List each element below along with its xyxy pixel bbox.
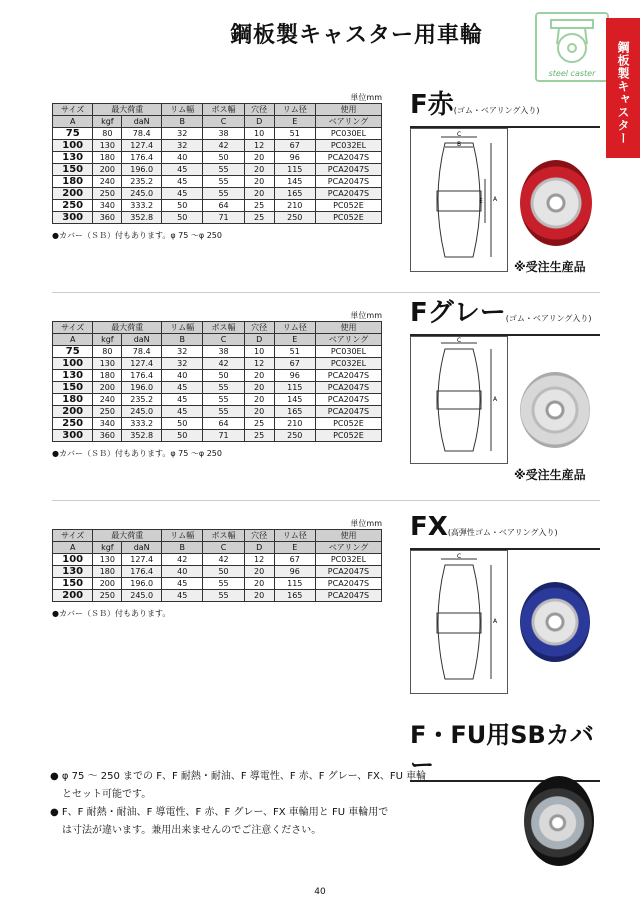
table-cell: 12 bbox=[244, 358, 274, 370]
table-cell: 130 bbox=[93, 554, 122, 566]
caster-icon bbox=[537, 14, 607, 68]
section-f-gray bbox=[52, 310, 382, 459]
sub-col: C bbox=[203, 334, 244, 346]
table-cell: 245.0 bbox=[122, 590, 162, 602]
table-cell: 40 bbox=[162, 152, 203, 164]
table-cell: 38 bbox=[203, 128, 244, 140]
table-cell: 42 bbox=[203, 140, 244, 152]
section-subtitle: (ゴム・ベアリング入り) bbox=[453, 106, 540, 115]
sub-col: daN bbox=[122, 116, 162, 128]
table-cell: 196.0 bbox=[122, 578, 162, 590]
table-cell: 64 bbox=[203, 200, 244, 212]
table-cell: 32 bbox=[162, 346, 203, 358]
table-cell: 127.4 bbox=[122, 358, 162, 370]
col-size: サイズ bbox=[53, 322, 93, 334]
logo-text: steel caster bbox=[548, 69, 596, 78]
bullet-text: とセット可能です。 bbox=[62, 789, 152, 800]
dim-label: C bbox=[457, 553, 462, 560]
table-row bbox=[53, 566, 382, 578]
size-cell: 150 bbox=[53, 578, 93, 590]
table-cell: 196.0 bbox=[122, 164, 162, 176]
table-cell: PCA2047S bbox=[315, 406, 381, 418]
table-cell: 145 bbox=[274, 176, 315, 188]
sub-col: E bbox=[274, 116, 315, 128]
table-cell: 180 bbox=[93, 370, 122, 382]
table-cell: 333.2 bbox=[122, 418, 162, 430]
table-cell: 42 bbox=[203, 554, 244, 566]
spec-table-f-gray bbox=[52, 321, 382, 442]
table-cell: 200 bbox=[93, 578, 122, 590]
sub-col: C bbox=[203, 542, 244, 554]
size-cell: 100 bbox=[53, 358, 93, 370]
table-cell: 25 bbox=[244, 418, 274, 430]
table-cell: 25 bbox=[244, 212, 274, 224]
table-cell: PCA2047S bbox=[315, 370, 381, 382]
table-cell: 45 bbox=[162, 164, 203, 176]
dimension-drawing bbox=[410, 128, 508, 272]
size-cell: 150 bbox=[53, 164, 93, 176]
wheel-section-drawing bbox=[411, 337, 507, 463]
table-cell: 50 bbox=[203, 566, 244, 578]
table-cell: PCA2047S bbox=[315, 188, 381, 200]
section-title: F赤 bbox=[410, 90, 454, 120]
red-wheel-image bbox=[520, 160, 592, 246]
table-row bbox=[53, 128, 382, 140]
table-cell: 210 bbox=[274, 418, 315, 430]
sub-col: A bbox=[53, 542, 93, 554]
table-row bbox=[53, 430, 382, 442]
bullet-text: ● F、F 耐熱・耐油、F 導電性、F 赤、F グレー、FX 車輪用と FU 車輪用で bbox=[50, 807, 389, 818]
sub-col: daN bbox=[122, 334, 162, 346]
section-f-red-header bbox=[410, 90, 600, 128]
table-cell: 352.8 bbox=[122, 430, 162, 442]
section-fx bbox=[52, 518, 382, 619]
table-cell: 12 bbox=[244, 140, 274, 152]
table-cell: PC052E bbox=[315, 430, 381, 442]
table-cell: 12 bbox=[244, 554, 274, 566]
table-cell: 32 bbox=[162, 128, 203, 140]
section-title: F・FU用SBカバー bbox=[410, 721, 594, 779]
table-cell: 20 bbox=[244, 176, 274, 188]
section-subtitle: (ゴム・ベアリング入り) bbox=[505, 314, 592, 323]
table-cell: 42 bbox=[203, 358, 244, 370]
table-cell: 340 bbox=[93, 418, 122, 430]
table-row bbox=[53, 370, 382, 382]
col-use: 使用 bbox=[315, 104, 381, 116]
table-cell: 245.0 bbox=[122, 406, 162, 418]
sub-col: kgf bbox=[93, 116, 122, 128]
size-cell: 200 bbox=[53, 188, 93, 200]
table-cell: 200 bbox=[93, 382, 122, 394]
table-cell: 45 bbox=[162, 578, 203, 590]
sub-col: B bbox=[162, 334, 203, 346]
dimension-drawing bbox=[410, 336, 508, 464]
dimension-drawing bbox=[410, 550, 508, 694]
wheel-section-drawing bbox=[411, 129, 507, 271]
table-cell: 250 bbox=[274, 430, 315, 442]
page-title: 鋼板製キャスター用車輪 bbox=[230, 23, 484, 48]
order-note: ※受注生産品 bbox=[514, 468, 586, 482]
table-cell: 115 bbox=[274, 382, 315, 394]
steel-caster-logo bbox=[535, 12, 609, 82]
table-cell: 55 bbox=[203, 590, 244, 602]
table-cell: 20 bbox=[244, 188, 274, 200]
dim-label: E bbox=[479, 198, 483, 205]
table-cell: 250 bbox=[93, 590, 122, 602]
table-row bbox=[53, 406, 382, 418]
sub-col: kgf bbox=[93, 542, 122, 554]
size-cell: 130 bbox=[53, 370, 93, 382]
table-cell: 42 bbox=[162, 554, 203, 566]
table-cell: 67 bbox=[274, 140, 315, 152]
col-rim-diameter: リム径 bbox=[274, 104, 315, 116]
unit-label: 単位mm bbox=[350, 93, 382, 102]
table-cell: 25 bbox=[244, 430, 274, 442]
table-cell: 20 bbox=[244, 370, 274, 382]
table-row bbox=[53, 418, 382, 430]
table-cell: PC032EL bbox=[315, 140, 381, 152]
table-cell: 50 bbox=[162, 200, 203, 212]
table-cell: 180 bbox=[93, 566, 122, 578]
blue-wheel-image bbox=[520, 582, 590, 662]
table-cell: 67 bbox=[274, 358, 315, 370]
table-cell: 25 bbox=[244, 200, 274, 212]
table-row bbox=[53, 578, 382, 590]
table-cell: 10 bbox=[244, 346, 274, 358]
table-cell: 50 bbox=[162, 418, 203, 430]
sub-col: ベアリング bbox=[315, 334, 381, 346]
col-max-load: 最大荷重 bbox=[93, 322, 162, 334]
sub-col: C bbox=[203, 116, 244, 128]
col-size: サイズ bbox=[53, 104, 93, 116]
table-cell: 40 bbox=[162, 566, 203, 578]
table-cell: 67 bbox=[274, 554, 315, 566]
table-row bbox=[53, 212, 382, 224]
table-cell: 78.4 bbox=[122, 128, 162, 140]
table-cell: 20 bbox=[244, 406, 274, 418]
col-max-load: 最大荷重 bbox=[93, 104, 162, 116]
table-cell: 55 bbox=[203, 164, 244, 176]
sub-col: E bbox=[274, 542, 315, 554]
table-cell: 250 bbox=[274, 212, 315, 224]
size-cell: 150 bbox=[53, 382, 93, 394]
side-category-tab[interactable] bbox=[606, 18, 640, 158]
table-cell: PC052E bbox=[315, 418, 381, 430]
table-cell: 51 bbox=[274, 128, 315, 140]
table-cell: 176.4 bbox=[122, 370, 162, 382]
table-cell: 115 bbox=[274, 578, 315, 590]
dim-label: A bbox=[493, 396, 498, 403]
bullet-text: ● φ 75 〜 250 までの F、F 耐熱・耐油、F 導電性、F 赤、F グレー、FX、FU 車輪 bbox=[50, 771, 427, 782]
table-cell: PCA2047S bbox=[315, 152, 381, 164]
col-rim-width: リム幅 bbox=[162, 530, 203, 542]
bullet-text: は寸法が違います。兼用出来ませんのでご注意ください。 bbox=[62, 825, 322, 836]
size-cell: 100 bbox=[53, 140, 93, 152]
table-cell: PC052E bbox=[315, 212, 381, 224]
table-cell: 20 bbox=[244, 164, 274, 176]
sub-col: ベアリング bbox=[315, 542, 381, 554]
table-cell: 71 bbox=[203, 430, 244, 442]
table-cell: 55 bbox=[203, 406, 244, 418]
col-boss-width: ボス幅 bbox=[203, 530, 244, 542]
col-size: サイズ bbox=[53, 530, 93, 542]
col-hole: 穴径 bbox=[244, 104, 274, 116]
table-cell: 45 bbox=[162, 590, 203, 602]
section-title: Fグレー bbox=[410, 298, 506, 328]
section-f-red bbox=[52, 92, 382, 241]
cover-description bbox=[50, 768, 510, 840]
table-cell: 40 bbox=[162, 370, 203, 382]
table-cell: 80 bbox=[93, 128, 122, 140]
table-cell: 176.4 bbox=[122, 566, 162, 578]
table-cell: 50 bbox=[162, 212, 203, 224]
table-cell: 127.4 bbox=[122, 554, 162, 566]
table-cell: 55 bbox=[203, 188, 244, 200]
table-cell: 55 bbox=[203, 578, 244, 590]
table-cell: 352.8 bbox=[122, 212, 162, 224]
cover-note: ●カバー（ＳＢ）付もあります。 bbox=[52, 609, 171, 618]
size-cell: 75 bbox=[53, 346, 93, 358]
table-cell: 115 bbox=[274, 164, 315, 176]
table-row bbox=[53, 346, 382, 358]
dim-label: A bbox=[493, 618, 498, 625]
sub-col: daN bbox=[122, 542, 162, 554]
section-divider bbox=[52, 500, 600, 501]
table-cell: 196.0 bbox=[122, 382, 162, 394]
table-cell: 78.4 bbox=[122, 346, 162, 358]
table-cell: 50 bbox=[203, 370, 244, 382]
table-cell: 145 bbox=[274, 394, 315, 406]
table-cell: 20 bbox=[244, 382, 274, 394]
sub-col: A bbox=[53, 334, 93, 346]
table-cell: 127.4 bbox=[122, 140, 162, 152]
table-cell: 96 bbox=[274, 566, 315, 578]
table-cell: PC032EL bbox=[315, 554, 381, 566]
size-cell: 100 bbox=[53, 554, 93, 566]
size-cell: 180 bbox=[53, 176, 93, 188]
table-row bbox=[53, 188, 382, 200]
table-cell: PCA2047S bbox=[315, 578, 381, 590]
table-cell: 165 bbox=[274, 406, 315, 418]
table-cell: 45 bbox=[162, 406, 203, 418]
table-cell: 240 bbox=[93, 394, 122, 406]
table-cell: 50 bbox=[162, 430, 203, 442]
table-cell: 240 bbox=[93, 176, 122, 188]
table-cell: 360 bbox=[93, 430, 122, 442]
unit-label: 単位mm bbox=[350, 519, 382, 528]
col-use: 使用 bbox=[315, 530, 381, 542]
table-cell: 64 bbox=[203, 418, 244, 430]
col-rim-width: リム幅 bbox=[162, 104, 203, 116]
sub-col: D bbox=[244, 334, 274, 346]
size-cell: 130 bbox=[53, 566, 93, 578]
table-row bbox=[53, 140, 382, 152]
table-cell: PCA2047S bbox=[315, 164, 381, 176]
table-cell: 180 bbox=[93, 152, 122, 164]
table-cell: 340 bbox=[93, 200, 122, 212]
table-row bbox=[53, 394, 382, 406]
col-use: 使用 bbox=[315, 322, 381, 334]
table-cell: PCA2047S bbox=[315, 566, 381, 578]
table-cell: 210 bbox=[274, 200, 315, 212]
table-row bbox=[53, 382, 382, 394]
size-cell: 200 bbox=[53, 590, 93, 602]
table-cell: 176.4 bbox=[122, 152, 162, 164]
table-cell: 45 bbox=[162, 176, 203, 188]
table-cell: 96 bbox=[274, 152, 315, 164]
gray-wheel-image bbox=[520, 372, 590, 448]
table-cell: 45 bbox=[162, 382, 203, 394]
table-row bbox=[53, 554, 382, 566]
table-cell: 32 bbox=[162, 358, 203, 370]
table-cell: 51 bbox=[274, 346, 315, 358]
table-row bbox=[53, 176, 382, 188]
table-cell: 245.0 bbox=[122, 188, 162, 200]
table-row bbox=[53, 358, 382, 370]
section-divider bbox=[52, 292, 600, 293]
unit-label: 単位mm bbox=[350, 311, 382, 320]
table-cell: 32 bbox=[162, 140, 203, 152]
spec-table-fx bbox=[52, 529, 382, 602]
side-tab-label: 鋼板製キャスター bbox=[616, 41, 630, 145]
table-cell: PCA2047S bbox=[315, 382, 381, 394]
table-cell: 200 bbox=[93, 164, 122, 176]
table-cell: 130 bbox=[93, 140, 122, 152]
sub-col: A bbox=[53, 116, 93, 128]
cover-note: ●カバー（ＳＢ）付もあります。φ 75 〜φ 250 bbox=[52, 231, 222, 240]
size-cell: 300 bbox=[53, 212, 93, 224]
table-cell: 235.2 bbox=[122, 176, 162, 188]
table-cell: 55 bbox=[203, 394, 244, 406]
table-cell: 20 bbox=[244, 590, 274, 602]
table-cell: 130 bbox=[93, 358, 122, 370]
col-hole: 穴径 bbox=[244, 530, 274, 542]
size-cell: 250 bbox=[53, 418, 93, 430]
table-cell: 20 bbox=[244, 566, 274, 578]
page-number: 40 bbox=[314, 887, 326, 897]
wheel-section-drawing bbox=[411, 551, 507, 693]
sub-col: B bbox=[162, 542, 203, 554]
table-cell: 45 bbox=[162, 394, 203, 406]
sub-col: B bbox=[162, 116, 203, 128]
table-row bbox=[53, 200, 382, 212]
table-cell: 360 bbox=[93, 212, 122, 224]
sub-col: D bbox=[244, 542, 274, 554]
section-fx-header bbox=[410, 512, 600, 550]
size-cell: 200 bbox=[53, 406, 93, 418]
dim-label: C bbox=[457, 337, 462, 344]
cover-note: ●カバー（ＳＢ）付もあります。φ 75 〜φ 250 bbox=[52, 449, 222, 458]
dim-label: C bbox=[457, 131, 462, 138]
section-title: FX bbox=[410, 512, 448, 542]
table-row bbox=[53, 590, 382, 602]
table-cell: 20 bbox=[244, 152, 274, 164]
table-cell: 55 bbox=[203, 176, 244, 188]
size-cell: 250 bbox=[53, 200, 93, 212]
spec-table-f-red bbox=[52, 103, 382, 224]
order-note: ※受注生産品 bbox=[514, 260, 586, 274]
table-cell: 250 bbox=[93, 406, 122, 418]
table-cell: 333.2 bbox=[122, 200, 162, 212]
sub-col: kgf bbox=[93, 334, 122, 346]
table-cell: 50 bbox=[203, 152, 244, 164]
col-boss-width: ボス幅 bbox=[203, 322, 244, 334]
col-rim-width: リム幅 bbox=[162, 322, 203, 334]
table-cell: 10 bbox=[244, 128, 274, 140]
table-cell: 38 bbox=[203, 346, 244, 358]
table-cell: PCA2047S bbox=[315, 590, 381, 602]
col-max-load: 最大荷重 bbox=[93, 530, 162, 542]
sub-col: ベアリング bbox=[315, 116, 381, 128]
table-cell: 165 bbox=[274, 590, 315, 602]
size-cell: 75 bbox=[53, 128, 93, 140]
col-rim-diameter: リム径 bbox=[274, 530, 315, 542]
table-cell: 96 bbox=[274, 370, 315, 382]
section-f-gray-header bbox=[410, 298, 600, 336]
table-row bbox=[53, 152, 382, 164]
table-cell: 250 bbox=[93, 188, 122, 200]
table-cell: PCA2047S bbox=[315, 176, 381, 188]
sb-cover-wheel-image bbox=[524, 776, 594, 866]
table-cell: 165 bbox=[274, 188, 315, 200]
table-cell: 71 bbox=[203, 212, 244, 224]
sub-col: D bbox=[244, 116, 274, 128]
col-boss-width: ボス幅 bbox=[203, 104, 244, 116]
table-cell: PC032EL bbox=[315, 358, 381, 370]
size-cell: 300 bbox=[53, 430, 93, 442]
table-cell: PC030EL bbox=[315, 128, 381, 140]
table-cell: 20 bbox=[244, 394, 274, 406]
table-cell: 20 bbox=[244, 578, 274, 590]
dim-label: A bbox=[493, 196, 498, 203]
dim-label: B bbox=[457, 141, 462, 148]
sub-col: E bbox=[274, 334, 315, 346]
table-cell: PC030EL bbox=[315, 346, 381, 358]
col-rim-diameter: リム径 bbox=[274, 322, 315, 334]
table-cell: PCA2047S bbox=[315, 394, 381, 406]
size-cell: 180 bbox=[53, 394, 93, 406]
table-cell: PC052E bbox=[315, 200, 381, 212]
table-row bbox=[53, 164, 382, 176]
section-subtitle: (高弾性ゴム・ベアリング入り) bbox=[447, 528, 558, 537]
col-hole: 穴径 bbox=[244, 322, 274, 334]
table-cell: 55 bbox=[203, 382, 244, 394]
table-cell: 235.2 bbox=[122, 394, 162, 406]
table-cell: 45 bbox=[162, 188, 203, 200]
table-cell: 80 bbox=[93, 346, 122, 358]
size-cell: 130 bbox=[53, 152, 93, 164]
